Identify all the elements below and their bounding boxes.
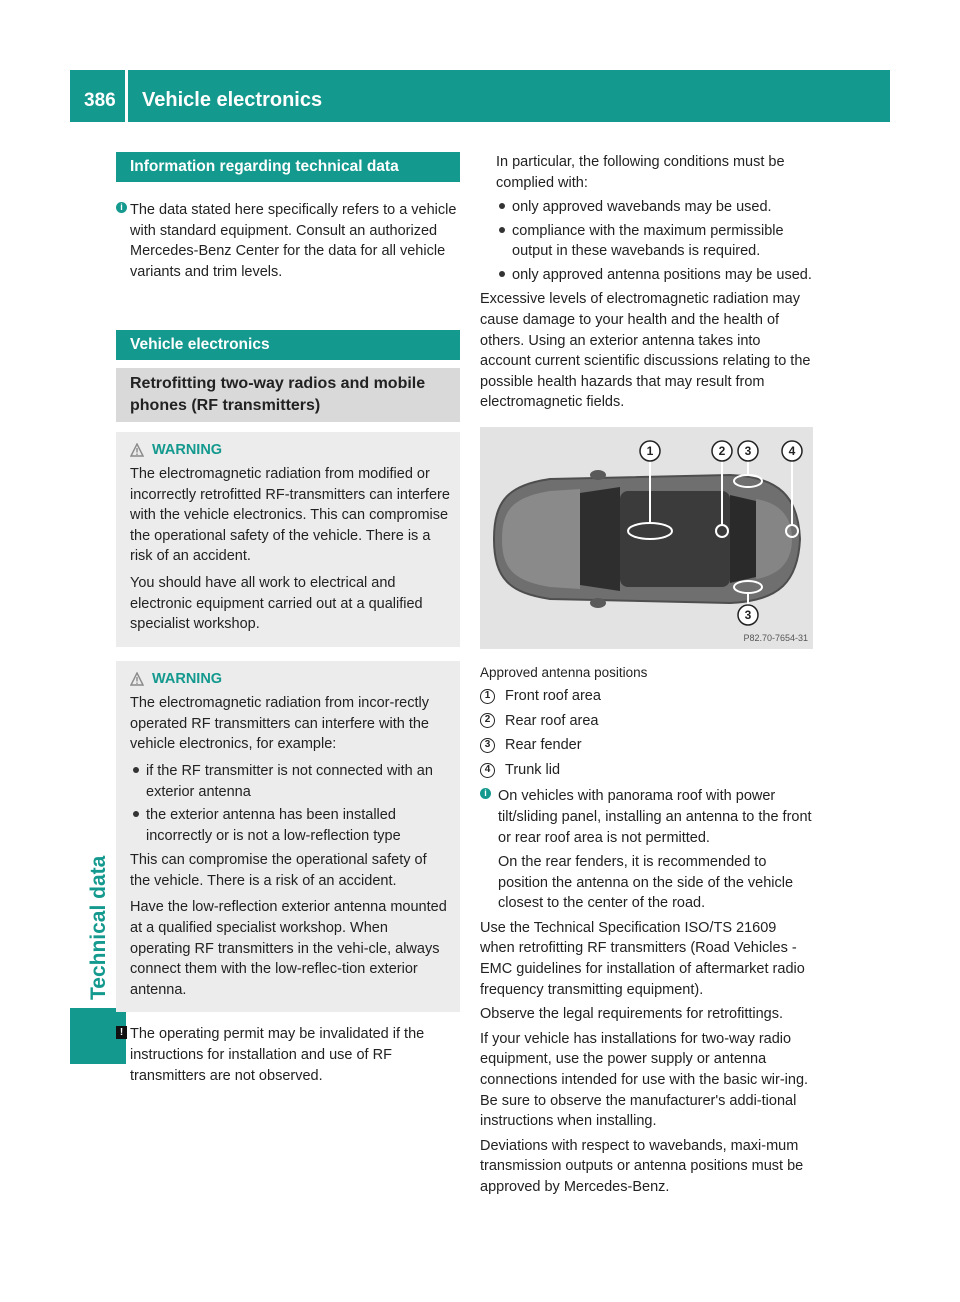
retrofit-heading: Retrofitting two-way radios and mobile phones (RF transmitters) bbox=[116, 368, 460, 421]
svg-text:4: 4 bbox=[788, 443, 796, 458]
legend-number: 4 bbox=[480, 763, 495, 778]
callout-4 bbox=[782, 441, 802, 461]
legend-item bbox=[480, 760, 813, 781]
spec-text: Use the Technical Specification ISO/TS 21609 when retrofitting RF transmitters (Road Vehicles - EMC guidelines for installation of aftermarket radio frequency transmitting equipment). bbox=[480, 919, 805, 998]
permit-note bbox=[116, 1024, 460, 1086]
warning-2-bullets bbox=[130, 761, 450, 846]
left-column bbox=[116, 152, 460, 1086]
tech-data-heading: Information regarding technical data bbox=[116, 152, 460, 182]
warning-1-text: The electromagnetic radiation from modified or incorrectly retrofitted RF-transmitters can interfere with the vehicle electronics. This can compromise the operational safety of the vehicle. There is a risk of an accident. bbox=[130, 466, 450, 565]
list-item: only approved wavebands may be used. bbox=[496, 197, 813, 218]
legend-item bbox=[480, 711, 813, 732]
tech-data-note-text: The data stated here specifically refers to a vehicle with standard equipment. Consult an authorized Mercedes-Benz Center for the data for all vehicle variants and trim levels. bbox=[130, 202, 457, 280]
warning-triangle-icon bbox=[130, 672, 144, 686]
svg-text:2: 2 bbox=[718, 443, 726, 458]
page-number: 386 bbox=[84, 90, 116, 111]
info-icon: i bbox=[480, 788, 491, 799]
callout-2 bbox=[712, 441, 732, 461]
fender-note-text: On the rear fenders, it is recommended to position the antenna on the side of the vehicle closest to the center of the road. bbox=[498, 854, 794, 912]
svg-text:3: 3 bbox=[744, 607, 752, 622]
permit-note-text: The operating permit may be invalidated if the instructions for installation and use of RF transmitters are not observed. bbox=[130, 1026, 425, 1084]
list-item: the exterior antenna has been installed incorrectly or is not a low-reflection type bbox=[130, 805, 450, 846]
warning-triangle-icon bbox=[130, 443, 144, 457]
info-icon: i bbox=[116, 202, 127, 213]
panorama-note-text: On vehicles with panorama roof with power tilt/sliding panel, installing an antenna to the front or rear roof area is not permitted. bbox=[498, 788, 812, 846]
warning-1-advice: You should have all work to electrical and electronic equipment carried out at a qualified specialist workshop. bbox=[130, 574, 423, 633]
svg-text:1: 1 bbox=[646, 443, 654, 458]
installations-text: If your vehicle has installations for two-way radio equipment, use the power supply or antenna connections intended for use with the basic wir-ing. Be sure to observe the manufacturer's addi-tional instructions when installing. bbox=[480, 1030, 809, 1130]
list-item: compliance with the maximum permissible output in these wavebands is required. bbox=[496, 221, 813, 262]
notice-icon: ! bbox=[116, 1026, 127, 1039]
warning-2-consequence: This can compromise the operational safety of the vehicle. There is a risk of an accident. bbox=[130, 852, 427, 889]
callout-3-bottom bbox=[738, 605, 758, 625]
legend-label: Rear roof area bbox=[505, 712, 599, 729]
legend-label: Front roof area bbox=[505, 688, 601, 705]
side-tab-label: Technical data bbox=[87, 855, 110, 1000]
tech-data-note bbox=[116, 200, 460, 282]
list-item: if the RF transmitter is not connected with an exterior antenna bbox=[130, 761, 450, 802]
legend-item bbox=[480, 686, 813, 707]
antenna-positions-figure bbox=[480, 427, 813, 649]
warning-label: WARNING bbox=[152, 670, 223, 687]
vehicle-electronics-heading: Vehicle electronics bbox=[116, 330, 460, 360]
warning-box-2 bbox=[116, 661, 460, 1013]
legend-number: 1 bbox=[480, 689, 495, 704]
figure-caption: Approved antenna positions bbox=[480, 664, 648, 680]
right-column bbox=[480, 152, 813, 1201]
car-top-view-illustration bbox=[480, 427, 813, 649]
callout-3-top bbox=[738, 441, 758, 461]
page-header bbox=[70, 70, 890, 122]
panorama-note bbox=[480, 786, 813, 913]
figure-code: P82.70-7654-31 bbox=[743, 632, 808, 643]
warning-2-text: The electromagnetic radiation from incor-rectly operated RF transmitters can interfere with the vehicle electronics, for example: bbox=[130, 695, 429, 753]
legend-number: 3 bbox=[480, 738, 495, 753]
list-item: only approved antenna positions may be used. bbox=[496, 265, 813, 286]
warning-header bbox=[116, 440, 450, 461]
warning-box-1 bbox=[116, 432, 460, 647]
page-title: Vehicle electronics bbox=[142, 89, 323, 111]
legend-item bbox=[480, 735, 813, 756]
deviations-text: Deviations with respect to wavebands, maxi-mum transmission outputs or antenna positions must be approved by Mercedes-Benz. bbox=[480, 1137, 804, 1195]
warning-header bbox=[116, 669, 450, 690]
legend-number: 2 bbox=[480, 713, 495, 728]
warning-2-advice: Have the low-reflection exterior antenna mounted at a qualified specialist workshop. When operating RF transmitters in the vehi-cle, always connect them with the low-reflec-tion exterior antenna. bbox=[130, 899, 447, 998]
warning-label: WARNING bbox=[152, 441, 223, 458]
callout-1 bbox=[640, 441, 660, 461]
legend-label: Trunk lid bbox=[505, 761, 561, 778]
svg-text:3: 3 bbox=[744, 443, 752, 458]
conditions-intro: In particular, the following conditions must be complied with: bbox=[496, 154, 785, 191]
legend-label: Rear fender bbox=[505, 737, 582, 754]
antenna-legend bbox=[480, 686, 813, 780]
excessive-radiation-text: Excessive levels of electromagnetic radiation may cause damage to your health and the health of others. Using an exterior antenna takes into account current scientific discussions relating to the possible health hazards that may result from electromagnetic fields. bbox=[480, 291, 811, 411]
conditions-list bbox=[496, 197, 813, 285]
header-divider bbox=[125, 70, 128, 122]
legal-text: Observe the legal requirements for retrofittings. bbox=[480, 1006, 784, 1023]
